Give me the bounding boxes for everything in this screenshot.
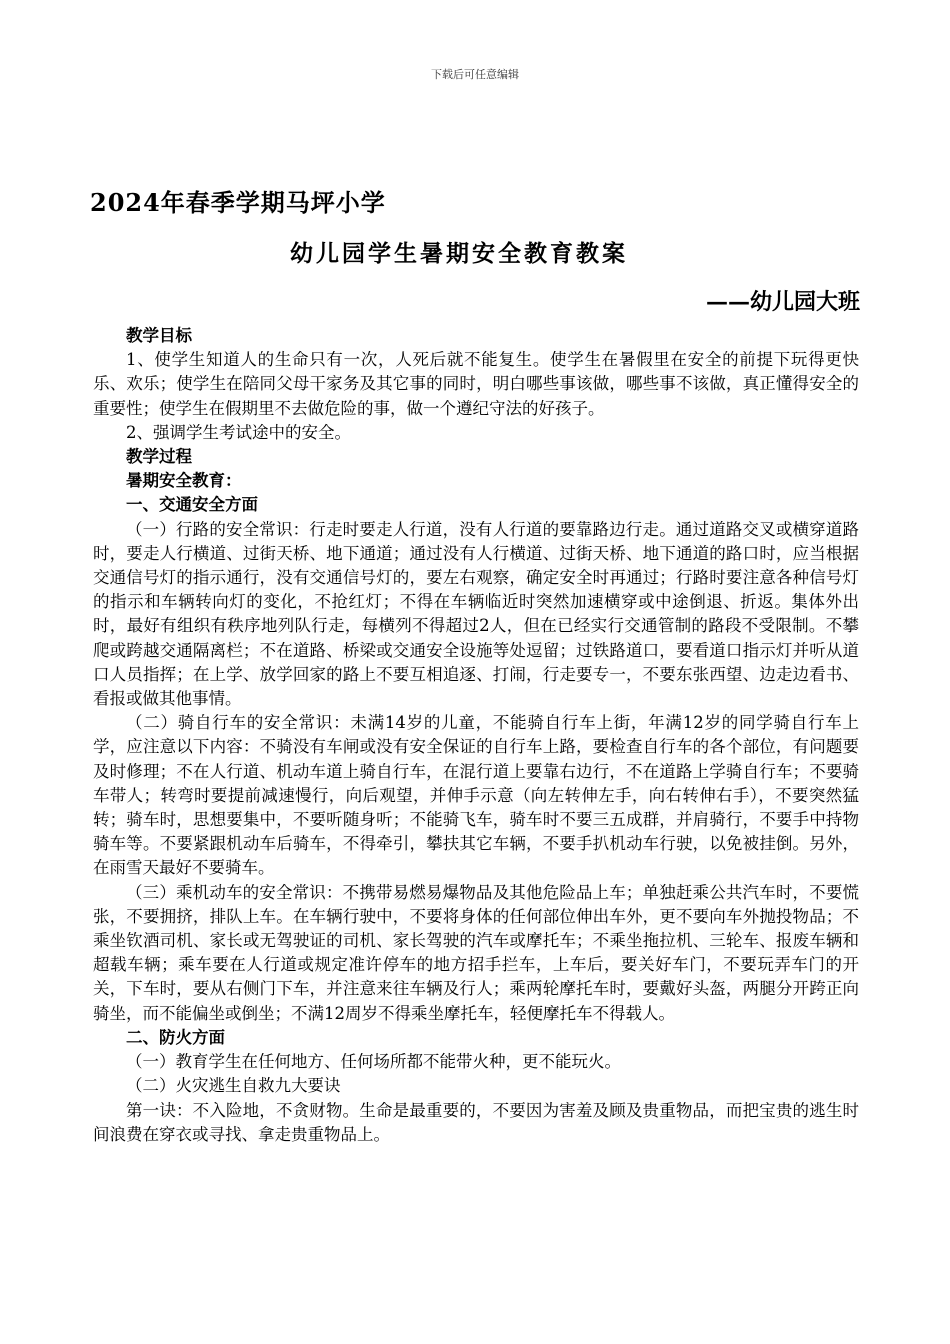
document-body xyxy=(93,324,859,1147)
heading-summer-safety: 暑期安全教育： xyxy=(126,471,242,491)
paragraph: （一）行路的安全常识：行走时要走人行道，没有人行道的要靠路边行走。通过道路交叉或横穿道路时，要走人行横道、过街天桥、地下通道；通过没有人行横道、过街天桥、地下通道的路口时，应当根据交通信号灯的指示通行，没有交通信号灯的，要左右观察，确定安全时再通过；行路时要注意各种信号灯的指示和车辆转向灯的变化，不抢红灯；不得在车辆临近时突然加速横穿或中途倒退、折返。集体外出时，最好有组织有秩序地列队行走，每横列不得超过2人，但在已经实行交通管制的路段不受限制。不攀爬或跨越交通隔离栏；不在道路、桥梁或交通安全设施等处逗留；过铁路道口，要看道口指示灯并听从道口人员指挥；在上学、放学回家的路上不要互相追逐、打闹，行走要专一，不要东张西望、边走边看书、看报或做其他事情。 xyxy=(93,519,859,709)
heading-fire-safety: 二、防火方面 xyxy=(126,1027,225,1047)
paragraph: （二）骑自行车的安全常识：未满14岁的儿童，不能骑自行车上街，年满12岁的同学骑自行车上学，应注意以下内容：不骑没有车闸或没有安全保证的自行车上路，要检查自行车的各个部位，有问题要及时修理；不在人行道、机动车道上骑自行车，在混行道上要靠右边行，不在道路上学骑自行车；不要骑车带人；转弯时要提前减速慢行，向后观望，并伸手示意（向左转伸左手，向右转伸右手），不要突然猛转；骑车时，思想要集中，不要听随身听；不能骑飞车，骑车时不要三五成群，并肩骑行，不要手中持物骑车等。不要紧跟机动车后骑车，不得牵引，攀扶其它车辆，不要手扒机动车行驶，以免被挂倒。另外，在雨雪天最好不要骑车。 xyxy=(93,713,859,878)
paragraph: （二）火灾逃生自救九大要诀 xyxy=(126,1076,341,1096)
paragraph: 1、使学生知道人的生命只有一次，人死后就不能复生。使学生在暑假里在安全的前提下玩得更快乐、欢乐；使学生在陪同父母干家务及其它事的同时，明白哪些事该做，哪些事不该做，真正懂得安全的重要性；使学生在假期里不去做危险的事，做一个遵纪守法的好孩子。 xyxy=(93,350,859,418)
document-title-line2: 幼儿园学生暑期安全教育教案 xyxy=(290,240,628,267)
heading-teaching-process: 教学过程 xyxy=(126,447,192,467)
heading-traffic-safety: 一、交通安全方面 xyxy=(126,495,258,515)
paragraph: （一）教育学生在任何地方、任何场所都不能带火种，更不能玩火。 xyxy=(126,1052,621,1072)
paragraph: （三）乘机动车的安全常识：不携带易燃易爆物品及其他危险品上车；单独赶乘公共汽车时，不要慌张，不要拥挤，排队上车。在车辆行驶中，不要将身体的任何部位伸出车外，更不要向车外抛投物品；不乘坐钦酒司机、家长或无驾驶证的司机、家长驾驶的汽车或摩托车；不乘坐拖拉机、三轮车、报废车辆和超载车辆；乘车要在人行道或规定准许停车的地方招手拦车，上车后，要关好车门，不要玩弄车门的开关，下车时，要从右侧门下车，并注意来往车辆及行人；乘两轮摩托车时，要戴好头盔，两腿分开跨正向骑坐，而不能偏坐或倒坐；不满12周岁不得乘坐摩托车，轻便摩托车不得载人。 xyxy=(93,882,859,1023)
document-title: 2024年春季学期马坪小学 xyxy=(90,188,386,217)
paragraph: 第一诀：不入险地，不贪财物。生命是最重要的，不要因为害羞及顾及贵重物品，而把宝贵的逃生时间浪费在穿衣或寻找、拿走贵重物品上。 xyxy=(93,1100,859,1144)
heading-teaching-goals: 教学目标 xyxy=(126,326,192,345)
header-note: 下载后可任意编辑 xyxy=(431,68,519,81)
paragraph: 2、强调学生考试途中的安全。 xyxy=(126,422,351,442)
document-subtitle: ——幼儿园大班 xyxy=(705,289,860,315)
